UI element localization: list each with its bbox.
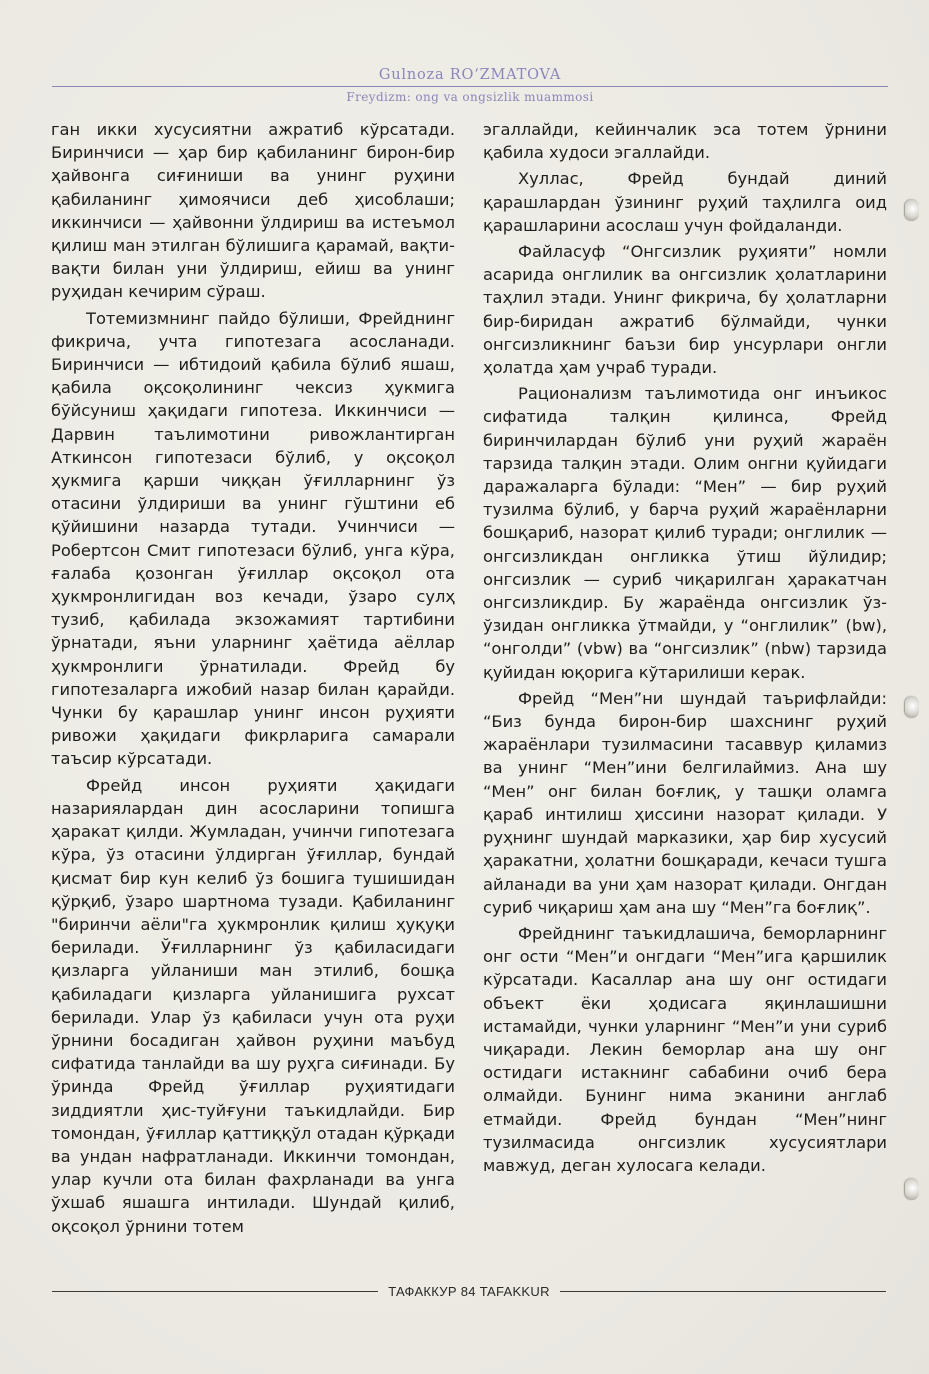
paragraph: Фрейд инсон руҳияти ҳақидаги назариялардан дин асосларини топишга ҳаракат қилди. Жумладан, учинчи гипотезага кўра, ўз отасини ўлдирган ўғиллар, бундай қисмат бир кун келиб ўз бошига тушишидан қўрқиб, ўзаро шартнома тузади. Қабиланинг "биринчи аёли"га ҳукмронлик қилиш ҳуқуқи берилади. Ўғилларнинг ўз қабиласидаги қизларга уйланиши ман этилиб, бошқа қабиладаги қизларга уйланишига рухсат берилади. Улар ўз қабиласи учун ота руҳи ўрнини босадиган ҳайвон руҳини маъбуд сифатида танлайди ва шу руҳга сиғинади. Бу ўринда Фрейд ўғиллар руҳиятидаги зиддиятли ҳис-туйғуни таъкидлайди. Бир томондан, ўғиллар қаттиққўл отадан қўрқади ва ундан нафратланади. Иккинчи томондан, улар кучли ота билан фахрланади ва унга ўхшаб яшашга интилади. Шундай қилиб, оқсоқол ўрнини тотем [51,775,455,1236]
paragraph: Файласуф “Онгсизлик руҳияти” номли асарида онглилик ва онгсизлик ҳолатларини таҳлил этади. Унинг фикрича, бу ҳолатларни бир-биридан ажратиб бўлмайди, чунки онгсизликнинг баъзи бир унсурлари онгли ҳолатда ҳам учраб туради. [483,242,887,378]
paragraph: эгаллайди, кейинчалик эса тотем ўрнини қабила худоси эгаллайди. [483,120,887,163]
footer-rule-right [560,1291,886,1292]
page-header [52,66,888,105]
binder-hole [905,1178,919,1200]
paragraph: Тотемизмнинг пайдо бўлиши, Фрейднинг фикрича, учта гипотезага асосланади. Биринчиси — ибтидоий қабила бўлиб яшаш, қабила оқсоқолининг чексиз ҳукмига бўйсуниш ҳақидаги гипотеза. Иккинчиси — Дарвин таълимотини ривожлантирган Аткинсон гипотезаси бўлиб, у оқсоқол ҳукмига қарши чиққан ўғилларнинг ўз отасини ўлдириши ва унинг гўштини еб қўйишини назарда тутади. Учинчиси — Робертсон Смит гипотезаси бўлиб, унга кўра, ғалаба қозонган ўғиллар оқсоқол ота ҳукмронлигидан воз кечади, ўзаро сулҳ тузиб, қабилада экзожамият тартибини ўрнатади, яъни уларнинг ҳаётида аёллар ҳукмронлиги ўрнатилади. Фрейд бу гипотезаларга ижобий назар билан қарайди. Чунки бу қарашлар унинг инсон руҳияти ривожи ҳақидаги фикрларига самарали таъсир кўрсатади. [51,308,455,769]
paragraph: Хуллас, Фрейд бундай диний қарашлардан ўзининг руҳий таҳлилга оид қарашларини асослаш учун фойдаланди. [483,169,887,235]
binder-hole [905,696,919,718]
right-column [483,118,887,1177]
footer-rule-left [52,1291,378,1292]
page-number: ТАФАККУР 84 TAFAKKUR [388,1283,550,1299]
paragraph: Рационализм таълимотида онг инъикос сифатида талқин қилинса, Фрейд биринчилардан бўлиб уни руҳий жараён тарзида талқин этади. Олим онгни қуйидаги даражаларга бўлади: “Мен” — бир руҳий тузилма бўлиб, у барча руҳий жараёнларни бошқариб, назорат қилиб туради; онглилик — онгсизликдан онгликка ўтиш йўлидир; онгсизлик — суриб чиқарилган ҳаракатчан онгсизликдир. Бу жараёнда онгсизлик ўз-ўзидан онгликка ўтмайди, у “онглилик” (bw), “онголди” (vbw) ва “онгсизлик” (nbw) тарзида қуйидан юқорига кўтарилиши керак. [483,384,887,682]
article-title: Freydizm: ong va ongsizlik muammosi [346,90,594,104]
page-footer [52,1281,886,1301]
left-column [51,118,455,1238]
paragraph: Фрейднинг таъкидлашича, беморларнинг онг ости “Мен”и онгдаги “Мен”ига қаршилик кўрсатади. Касаллар ана шу онг остидаги объект ёки ҳодисага яқинлашишни истамайди, чунки уларнинг “Мен”и уни суриб чиқаради. Лекин беморлар ана шу онг остидаги истакнинг сабабини очиб бера олмайди. Бунинг нима эканини англаб етмайди. Фрейд бундан “Мен”нинг тузилмасида онгсизлик хусусиятлари мавжуд, деган хулосага келади. [483,923,887,1175]
header-rule [52,86,888,87]
paragraph: ган икки хусусиятни ажратиб кўрсатади. Биринчиси — ҳар бир қабиланинг бирон-бир ҳайвонга сиғиниши ва унинг руҳини қабиланинг ҳимоячиси деб ҳисоблаши; иккинчиси — ҳайвонни ўлдириш ва истеъмол қилиш ман этилган бўлишига қарамай, вақти-вақти билан уни ўлдириш, ейиш ва унинг руҳидан кечирим сўраш. [51,120,455,302]
paragraph: Фрейд “Мен”ни шундай таърифлайди: “Биз бунда бирон-бир шахснинг руҳий жараёнлари тузилмасини тасаввур қиламиз ва унинг “Мен”ини белгилаймиз. Ана шу “Мен” онг билан боғлиқ, у ташқи оламга қараб интилиш ҳиссини назорат қилади. У руҳнинг шундай марказики, ҳар бир хусусий ҳаракатни, ҳолатни бошқаради, кечаси тушга айланади ва уни ҳам назорат қилади. Онгдан суриб чиқариш ҳам ана шу “Мен”га боғлиқ”. [483,688,887,917]
author-name: Gulnoza RO‘ZMATOVA [378,67,562,83]
binder-hole [905,199,919,221]
